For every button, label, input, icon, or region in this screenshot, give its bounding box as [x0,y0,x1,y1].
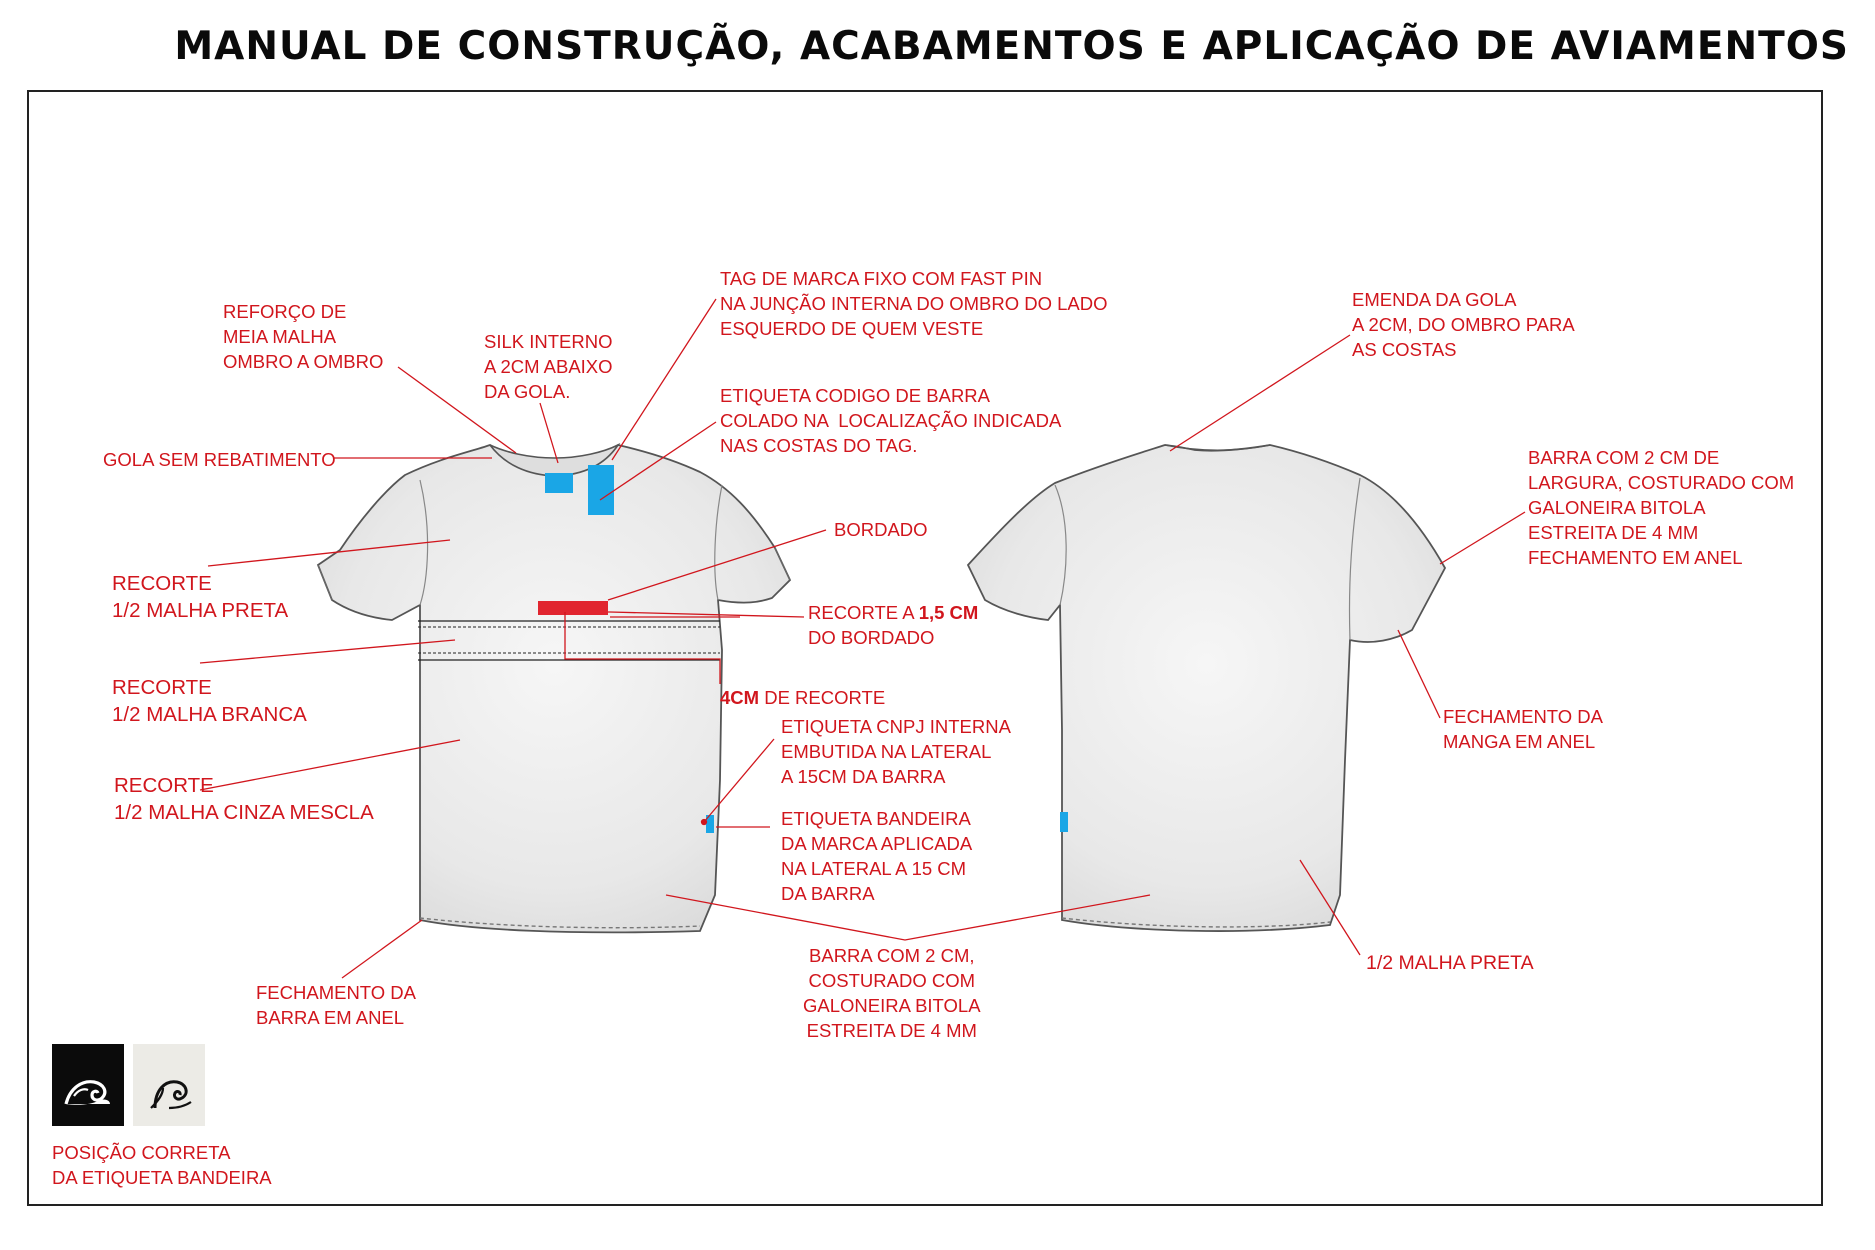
quiksilver-logo-light [133,1044,205,1126]
label-meia-malha-preta: 1/2 MALHA PRETA [1366,952,1534,974]
label-recorte-4cm [720,685,885,710]
label-recorte-cinza: RECORTE 1/2 MALHA CINZA MESCLA [114,774,374,824]
label-etiqueta-bandeira: ETIQUETA BANDEIRA DA MARCA APLICADA NA LATERAL A 15 CM DA BARRA [781,808,973,904]
label-reforco: REFORÇO DE MEIA MALHA OMBRO A OMBRO [223,301,384,372]
label-posicao-correta: POSIÇÃO CORRETA DA ETIQUETA BANDEIRA [52,1142,272,1188]
label-recorte-a-prefix: RECORTE A [808,602,919,623]
label-recorte-a-bold: 1,5 CM [918,602,979,623]
back-shirt-body [968,445,1445,931]
cnpj-point [702,820,707,825]
label-recorte-branca: RECORTE 1/2 MALHA BRANCA [112,676,307,726]
quiksilver-logo-black [52,1044,124,1126]
label-tag-marca: TAG DE MARCA FIXO COM FAST PIN NA JUNÇÃO INTERNA DO OMBRO DO LADO ESQUERDO DE QUEM VESTE [720,268,1108,339]
embroidery-mark [538,601,608,615]
label-recorte-a-suffix: DO BORDADO [808,627,935,648]
side-flag-label-back [1060,812,1068,832]
brand-tag-mark [588,465,614,515]
page-title: MANUAL DE CONSTRUÇÃO, ACABAMENTOS E APLICAÇÃO DE AVIAMENTOS [174,24,1849,69]
leader-fechamento-barra [342,920,422,978]
label-etiqueta-cnpj: ETIQUETA CNPJ INTERNA EMBUTIDA NA LATERAL A 15CM DA BARRA [781,716,1011,787]
leader-recorte-branca [200,640,455,663]
label-fechamento-barra: FECHAMENTO DA BARRA EM ANEL [256,982,417,1028]
leader-emenda-gola [1170,335,1350,451]
label-bordado: BORDADO [834,519,928,540]
leader-tag-marca [612,299,716,460]
label-silk-interno: SILK INTERNO A 2CM ABAIXO DA GOLA. [484,331,613,402]
label-etiqueta-codigo: ETIQUETA CODIGO DE BARRA COLADO NA LOCALIZAÇÃO INDICADA NAS COSTAS DO TAG. [720,385,1062,456]
label-gola: GOLA SEM REBATIMENTO [103,449,336,470]
silk-label-mark [545,473,573,493]
wave-logo-icon [133,1044,205,1126]
label-fechamento-manga: FECHAMENTO DA MANGA EM ANEL [1443,706,1604,752]
label-barra-2cm: BARRA COM 2 CM, COSTURADO COM GALONEIRA BITOLA ESTREITA DE 4 MM [803,945,981,1041]
leader-barra-largura [1440,512,1525,564]
wave-logo-icon [52,1044,124,1126]
label-barra-largura: BARRA COM 2 CM DE LARGURA, COSTURADO COM GALONEIRA BITOLA ESTREITA DE 4 MM FECHAMENTO EM ANEL [1528,447,1795,568]
label-recorte-a [808,600,978,650]
label-recorte-4cm-bold: 4CM [720,687,760,708]
label-recorte-4cm-suffix: DE RECORTE [759,687,886,708]
leader-fechamento-manga [1398,630,1440,718]
back-tshirt [968,445,1445,931]
leader-silk [540,403,558,463]
label-emenda-gola: EMENDA DA GOLA A 2CM, DO OMBRO PARA AS COSTAS [1352,289,1575,360]
label-recorte-preta: RECORTE 1/2 MALHA PRETA [112,572,289,622]
